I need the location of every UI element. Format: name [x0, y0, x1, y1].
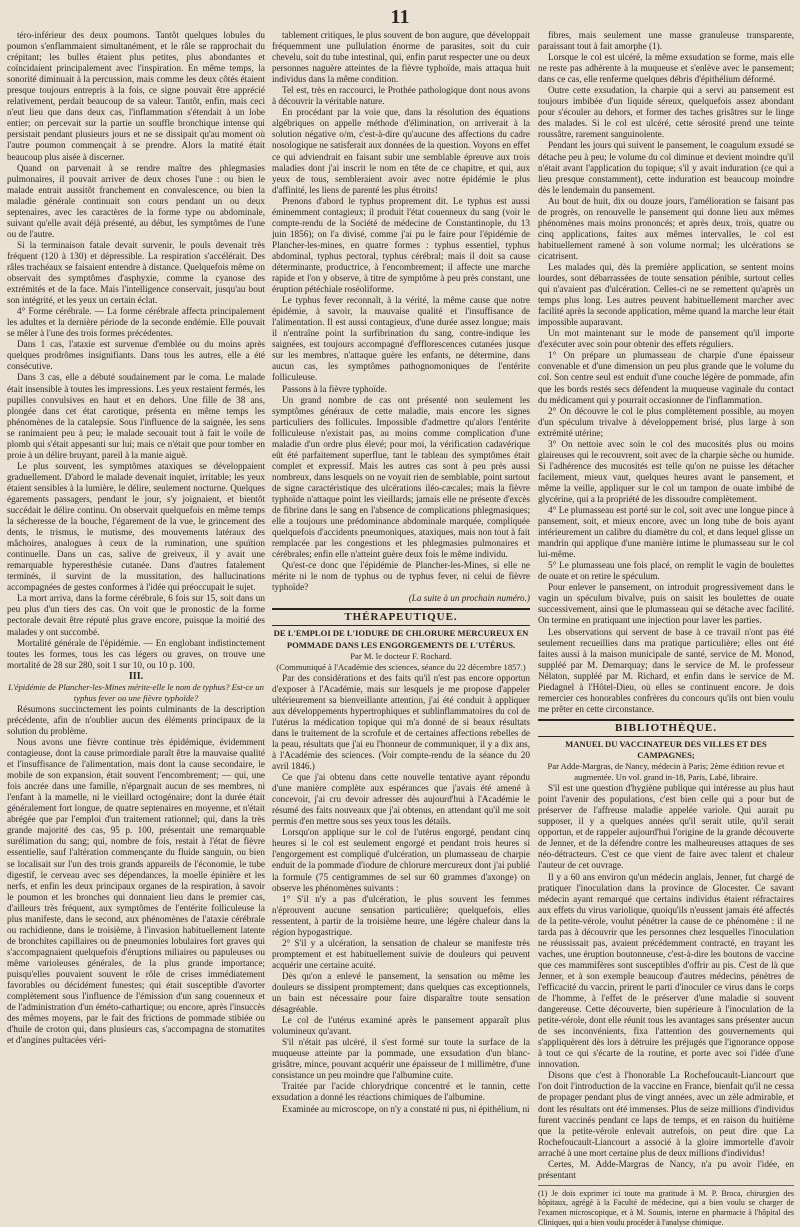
paragraph: Le plus souvent, les symptômes ataxiques se développaient graduellement. D'abord le malade devenait inquiet, irritable; les yeux étaient sensibles à la lumière, le délire, seulement nocturne. Quelques égarements passagers, pendant le jour, s'y joignaient, et bientôt succédait le délire continu. On observait quelquefois en même temps la sécheresse de la bouche, l'égarement de la vue, le grincement des dents, le trismus, le mutisme, des mouvements latéraux des mâchoires, analogues à ceux de la rumination, une spuïtion continuelle. Dans un cas, salive de greiveux, il y avait une remarquable hyperesthésie cutanée. Dans d'autres fatalement terminés, il survint de la mussitation, des hallucinations accompagnées de gestes conformes à l'idée qui préoccupait le sujet.: [7, 460, 265, 593]
paragraph: Si la terminaison fatale devait survenir, le pouls devenait très fréquent (120 à 130) et dépressible. La respiration s'accélérait. Des râles trachéaux se faisaient entendre à distance. Quelquefois même on observait des symptômes d'asphyxie, comme la cyanose des extrémités et de la face. Mais l'intelligence conservait, jusqu'au bout son intégrité, et les yeux un certain éclat.: [7, 239, 265, 306]
paragraph: 4° Forme cérébrale. — La forme cérébrale affecta principalement les adultes et la dernière période de la seconde endémie. Elle pouvait se mêler à l'une des trois formes précédentes.: [7, 306, 265, 339]
article-communication: (Communiqué à l'Académie des sciences, séance du 22 décembre 1857.): [276, 661, 526, 672]
paragraph: Mortalité générale de l'épidémie. — En englobant indistinctement toutes les formes, tous les cas légers ou graves, on trouve une mortalité de 28 sur 280, soit 1 sur 10, ou 10 p. 100.: [7, 637, 265, 670]
paragraph: 4° Le plumasseau est porté sur le col, soit avec une longue pince à pansement, soit, et mieux encore, avec un long tube de bois ayant intérieurement un calibre du diamètre du col, et dans lequel glisse un mandrin qui applique d'une manière intime le plumasseau sur le col lui-même.: [538, 505, 794, 560]
section-heading-bibliotheque: BIBLIOTHÈQUE.: [538, 719, 794, 737]
paragraph: Certes, M. Adde-Margras de Nancy, n'a pu avoir l'idée, en présentant: [538, 1158, 794, 1180]
paragraph: Par des considérations et des faits qu'il n'est pas encore opportun d'exposer à l'Académie, mais sur lesquels je me propose d'appeler ultérieurement sa bienveillante attention, j'ai été conduit à appliquer aux développements hypertrophiques et sublinflammatoires du col de l'utérus la médication topique qui m'a donné de si beaux résultats dans le traitement de la scrofule et de certaines affections rebelles de la peau, résultats que j'ai eu l'honneur de communiquer, il y a dix ans, à l'Académie des sciences. (Voir compte-rendu de la séance du 20 avril 1846.): [272, 672, 530, 772]
review-title: MANUEL DU VACCINATEUR DES VILLES ET DES CAMPAGNES;: [565, 738, 767, 760]
paragraph: Outre cette exsudation, la charpie qui a servi au pansement est toujours imbibée d'un liquide séreux, quelquefois assez abondant pour s'écouler au dehors, et former des taches grisâtres sur le linge des malades. Si le col est ulcéré, cette sérosité prend une teinte roussâtre, rarement sanguinolente.: [538, 85, 794, 140]
paragraph: S'il est une question d'hygiène publique qui intéresse au plus haut point l'avenir des populations, c'est bien celle qui a pour but de préserver de l'affreuse maladie appelée variole. Qui aurait pu supposer, il y a quelques années qu'il serait utile, qu'il serait opportun, et de rappeler aujourd'hui l'origine de la grande découverte de Jenner, et de la défendre contre les malheureuses attaques de ses néo-détracteurs. C'est ce que vient de faire avec talent et chaleur l'auteur de cet ouvrage.: [538, 783, 794, 871]
paragraph: La mort arriva, dans la forme cérébrale, 6 fois sur 15, soit dans un peu plus d'un tiers des cas. On voit que le pronostic de la forme pectorale devait être réputé plus grave encore, puisque la moitié des malades y ont succombé.: [7, 593, 265, 637]
paragraph: Nous avons une fièvre continue très épidémique, évidemment contagieuse, dont la cause primordiale paraît être la mauvaise qualité et l'insuffisance de l'alimentation, mais dont la cause secondaire, le mobile de son expansion, était souvent l'encombrement; — qui, une fois ancrée dans une famille, n'épargnait aucun de ses membres, ni l'enfant à la mamelle, ni le vieillard octogénaire; dont la durée était généralement fort longue, de quatre septenaires en moyenne, et n'était abrégée que par l'emploi d'un traitement rationnel; qui, dans la très grande majorité des cas, 95 p. 100, présentait une remarquable surélimation du sang; qui, nombre de fois, restait à l'état de fièvre essentielle, sauf l'altération commençante du fluide sanguin, ou bien se localisait sur l'un des trois grands appareils de l'économie, le tube digestif, le cerveau avec ses dépendances, la moelle épinière et les nerfs, et enfin les deux principaux organes de la respiration, à savoir le poumon et les bronches qui donnaient lieu dans le premier cas, d'ailleurs très fréquent, aux symptômes de l'entérite folliculeuse la plus manifeste, dans le second, aux phénomènes de l'ataxie cérébrale ou rachidienne, dans le troisième, à l'invasion habituellement latente de bronchites capillaires ou de pneumonies lobulaires fort graves qui s'accompagnaient quelquefois d'éruptions miliaires ou papuleuses ou même varioleuses générales, de la plus grande importance; puisqu'elles pouvaient souvent le rôle de crises immédiatement favorables ou décidément funestes; qui était susceptible d'avorter complètement sous l'influence de l'émission d'un sang couenneux et de l'administration d'un éméto-cathartique; ou encore, après l'insuccès des mêmes moyens, par le fait des frictions de pommade stibiée ou d'huile de croton qui, dans plusieurs cas, s'accompagna de stomatites et d'angines pultacées véri-: [7, 737, 265, 1046]
paragraph: 1° On prépare un plumasseau de charpie d'une épaisseur convenable et d'une dimension un peu plus grande que le volume du col. Son centre seul est enduit d'une couche légère de pommade, afin que les bords restés secs défendent la muqueuse vaginale du contact du médicament qui y pourrait occasionner de l'inflammation.: [538, 350, 794, 405]
paragraph: 2° On découvre le col le plus complètement possible, au moyen d'un spéculum trivalve à développement brisé, plus large à son extrémité utérine;: [538, 405, 794, 438]
column-2: [272, 30, 530, 1130]
paragraph: Le typhus fever reconnaît, à la vérité, la même cause que notre épidémie, à savoir, la mauvaise qualité et l'insuffisance de l'alimentation. Il est aussi contagieux, d'une durée assez longue; mais il n'entraîne point la surfibrination du sang, contre-indique les saignées, est toujours accompagné d'efflorescences cutanées jusque sur les membres, n'attaque guère les enfants, ne détermine, dans aucun cas, les symptômes pathognomoniques de l'entérite folliculeuse.: [272, 295, 530, 383]
paragraph: 3° On nettoie avec soin le col des mucosités plus ou moins glaireuses qui le recouvrent, soit avec de la charpie sèche ou humide. Si l'adhérence des mucosités est telle qu'on ne puisse les détacher facilement, mieux vaut, quelques heures avant le pansement, et même la veille, appliquer sur le col un tampon de ouate imbibé de glycérine, qui a la propriété de les dissoudre complètement.: [538, 438, 794, 504]
paragraph: fibres, mais seulement une masse granuleuse transparente, paraissant tout à fait amorphe (1).: [538, 30, 794, 52]
paragraph: Résumons succinctement les points culminants de la description précédente, afin de n'oublier aucun des éléments principaux de la solution du problème.: [7, 703, 265, 736]
section-number: III.: [128, 670, 144, 682]
paragraph: En procédant par la voie que, dans la résolution des équations algébriques on appelle méthode d'élimination, on arriverait à la solution négative o/m, c'est-à-dire qu'aucune des affections du cadre nosologique ne satisferait aux données de la question. Voyons en effet ce qui adviendrait en faisant subir une semblable épreuve aux trois maladies dont j'ai inscrit le nom en tête de ce chapitre, et qui, aux yeux de tous, sembleraient avoir avec notre épidémie le plus d'affinité, les liens de parenté les plus étroits!: [272, 107, 530, 195]
paragraph: Un grand nombre de cas ont présenté non seulement les symptômes généraux de cette maladie, mais encore les signes particuliers des follicules. Impossible d'admettre qu'alors l'entérite folliculeuse n'existait pas, au moins comme complication d'une maladie d'un ordre plus élevé; pour moi, la vérification cadavérique eût été parfaitement superflue, tant le tableau des symptômes était complet et expressif. Mais les autres cas sont à peu près aussi nombreux, dans lesquels on ne voyait rien de semblable, point surtout de signe caractéristique des ulcérations iléo-cæcales; mais la fièvre typhoïde n'attaque point les vieillards; jamais elle ne présente d'excès de fibrine dans le sang en l'absence de complications phlegmasiques; elle a toujours une prédominance abdominale marquée, compliquée quelquefois d'accidents pneumoniques, ataxiques, mais non tout à fait remplacée par les congestions et les phlegmasies pulmonaires et cérébrales; enfin elle n'atteint guère deux fois le même individu.: [272, 394, 530, 560]
paragraph: Dans 1 cas, l'ataxie est survenue d'emblée ou du moins après quelques prodrômes insignifiants. Dans tous les autres, elle a été consécutive.: [7, 339, 265, 372]
paragraph: Pour enlever le pansement, on introduit progressivement dans le vagin un spéculum bivalve, puis on saisit les boulettes de ouate successivement, ainsi que le plumasseau qui se détache avec facilité. On termine en pratiquant une injection pour laver les parties.: [538, 582, 794, 626]
paragraph: Prenons d'abord le typhus proprement dit. Le typhus est aussi éminemment contagieux; il produit l'état couenneux du sang (voir le compte-rendu de la Société de médecine de Constantinople, du 13 juin 1856); on l'a divisé, comme j'ai pu le faire pour l'épidémie de Plancher-les-mines, en quatre formes : typhus essentiel, typhus abdominal, typhus pectoral, typhus cérébral; mais il doit sa cause déterminante, productrice, à l'encombrement; il affecte une marche rapide et l'on y observe, à titre de symptôme à peu près constant, une éruption pétéchiale roséoliforme.: [272, 195, 530, 295]
paragraph: tablement critiques, le plus souvent de bon augure, que développait fréquemment une pullulation énorme de parasites, soit du cuir chevelu, soit du tube intestinal, qui, enfin parut respecter une ou deux personnes naguère atteintes de la fièvre typhoïde, mais attaqua huit individus dans la même condition.: [272, 30, 530, 85]
paragraph: Pendant les jours qui suivent le pansement, le coagulum exsudé se détache peu à peu; le volume du col diminue et devient moindre qu'il n'était avant l'application du topique; s'il y avait induration (ce qui a lieu presque constamment), cette induration est beaucoup moindre dès le lendemain du pansement.: [538, 140, 794, 195]
paragraph: 5° Le plumasseau une fois placé, on remplit le vagin de boulettes de ouate et on retire le spéculum.: [538, 560, 794, 582]
column-1: [7, 30, 265, 1130]
paragraph: 2° S'il y a ulcération, la sensation de chaleur se manifeste très promptement et est habituellement suivie de douleurs qui peuvent acquérir une certaine acuité.: [272, 937, 530, 970]
paragraph: Au bout de huit, dix ou douze jours, l'amélioration se faisant pas de progrès, on renouvelle le pansement qui donne lieu aux mêmes phénomènes mais moins prononcés; et après deux, trois, quatre ou cinq applications, faites aux mêmes intervalles, le col est habituellement ramené à son volume normal; les ulcérations se cicatrisent.: [538, 195, 794, 261]
paragraph: Le col de l'utérus examiné après le pansement apparaît plus volumineux qu'avant.: [272, 1015, 530, 1037]
paragraph: Passons à la fièvre typhoïde.: [282, 383, 387, 394]
paragraph: Les observations qui servent de base à ce travail n'ont pas été seulement recueillies dans ma pratique particulière; elles ont été faites aussi à la maison municipale de santé, service de M. Monod, suppléé par M. Demarquay; dans le service de M. le professeur Nélaton, suppléé par M. Richard, et enfin dans le service de M. Piedagnel à l'Hôtel-Dieu, où elles se continuent encore. Je dois remercier ces honorables confrères du concours qu'ils ont bien voulu me prêter en cette circonstance.: [538, 626, 794, 714]
paragraph: Dès qu'on a enlevé le pansement, la sensation ou même les douleurs se dissipent promptement; dans quelques cas exceptionnels, un bain est nécessaire pour faire disparaître toute sensation désagréable.: [272, 970, 530, 1015]
paragraph: Tel est, très en raccourci, le Prothée pathologique dont nous avons à découvrir la véritable nature.: [272, 85, 530, 107]
paragraph: Disons que c'est à l'honorable La Rochefoucault-Liancourt que l'on doit l'introduction de la vaccine en France, bienfait qu'il ne cessa de propager pendant plus de vingt années, avec un zèle admirable, et dont les résultats ont été immenses. Plus de seize millions d'individus furent vaccinés pendant ce laps de temps, et en raison du huitième que la petite-vérole enlevait autrefois, on peut dire que La Rochefoucault-Liancourt a associé à la gloire immortelle d'avoir arraché à une mort certaine plus de deux millions d'individus!: [538, 1070, 794, 1158]
paragraph: Un mot maintenant sur le mode de pansement qu'il importe d'exécuter avec soin pour obtenir des effets réguliers.: [538, 328, 794, 350]
article-title: DE L'EMPLOI DE L'IODURE DE CHLORURE MERCUREUX EN POMMADE DANS LES ENGORGEMENTS DE L'UTÉRUS.: [273, 628, 529, 650]
book-reference: Par Adde-Margras, de Nancy, médecin à Paris; 2ème édition revue et augmentée. Un vol. grand in-18, Paris, Labé, libraire.: [547, 761, 785, 783]
paragraph: Lorsque le col est ulcéré, la même exsudation se forme, mais elle ne reste pas adhérente à la muqueuse et s'enlève avec le pansement; dans ce cas, elle renferme quelques débris d'épithélium déformé.: [538, 52, 794, 85]
paragraph: Quand on parvenait à se rendre maître des phlegmasies pulmonaires, il pouvait arriver de deux choses l'une : ou bien le malade entrait aussitôt franchement en convalescence, ou bien la maladie générale continuait son cours pendant un ou deux septenaires, avec les caractères de la forme type ou abdominale, suivant qu'elle avait déjà présenté, au début, les symptômes de l'une ou de l'autre.: [7, 162, 265, 239]
paragraph: Il y a 60 ans environ qu'un médecin anglais, Jenner, fut chargé de pratiquer l'inoculation dans la province de Glocester. Ce savant médecin ayant remarqué que certains individus étaient réfractaires aux effets du virus variolique, quoiqu'ils n'eussent jamais été affectés de la petite-vérole, voulut pénétrer la cause de ce phénomène : il ne tarda pas à découvrir que les personnes chez lesquelles l'inoculation ne réussissait pas, avaient précédemment contracté, en trayant les vaches, une éruption boutonneuse, c'est-à-dire les boutons de vaccine que ces mammifères sont susceptibles d'offrir au pis. C'est de là que Jenner, et à son exemple beaucoup d'autres médecins, pénètres de l'efficacité du vaccin, prirent le parti d'inoculer ce virus dans le corps de l'homme, à l'effet de le préserver d'une maladie si souvent dangereuse. Cette découverte, bien supérieure à l'inoculation de la petite-vérole, dont elle réunit tous les avantages sans présenter aucun de ses inconvénients, fixa l'attention des gouvernements qui s'appliquèrent dès lors à détruire les préjugés que l'ignorance oppose à tout ce qui s'écarte de la routine, et porte avec soi l'idée d'une innovation.: [538, 871, 794, 1070]
paragraph: Traitée par l'acide chlorydrique concentré et le tannin, cette exsudation a donné les réactions chimiques de l'albumine.: [272, 1081, 530, 1103]
paragraph: 1° S'il n'y a pas d'ulcération, le plus souvent les femmes n'éprouvent aucune sensation particulière; quelquefois, elles ressentent, à partir de la troisième heure, une légère chaleur dans la région hypogastrique.: [272, 893, 530, 937]
column-3: [538, 30, 794, 1227]
paragraph: S'il n'était pas ulcéré, il s'est formé sur toute la surface de la muqueuse atteinte par la pommade, une exsudation d'un blanc-grisâtre, mince, pouvant acquérir une épaisseur de 1 millimètre, d'une consistance un peu moindre que l'albumine cuite.: [272, 1037, 530, 1081]
section-subtitle: L'épidémie de Plancher-les-Mines mérite-elle le nom de typhus? Est-ce un typhus fever ou une fièvre typhoïde?: [8, 681, 264, 703]
footnote: (1) Je dois exprimer ici toute ma gratitude à M. P. Broca, chirurgien des hôpitaux, agrégé à la Faculté de médecine, qui a bien voulu se charger de l'examen microscopique, et à M. Soumis, interne en pharmacie à l'hôpital des Cliniques, qui a bien voulu procéder à l'analyse chimique.: [538, 1185, 794, 1227]
continuation-note: (La suite à un prochain numéro.): [408, 593, 530, 604]
paragraph: téro-inférieur des deux poumons. Tantôt quelques lobules du poumon s'enflammaient simultanément, et le râle se rapprochait du crépitant; les bulles étaient plus petites, plus abondantes et coïncidaient principalement avec l'inspiration. En même temps, la sonorité diminuait à la percussion, mais comme les deux côtés étaient presque toujours entrepris à la fois, ce signe pouvait être apprécié relativement, perdait beaucoup de sa valeur. Tantôt, enfin, mais ceci n'eut lieu que dans deux cas, l'inflammation s'étendait à un lobe entier; on percevait sur la partie un souffle bronchique intense qui persistait pendant plusieurs jours et ne se dissipait qu'au moment où l'autre poumon commençait à se prendre. Alors la matité était beaucoup plus aisée à discerner.: [7, 30, 265, 162]
paragraph: Qu'est-ce donc que l'épidémie de Plancher-les-Mines, si elle ne mérite ni le nom de typhus ou de typhus fever, ni celui de fièvre typhoïde?: [272, 560, 530, 593]
paragraph: Dans 3 cas, elle a débuté soudainement par le coma. Le malade était insensible à toutes les impressions. Les yeux restaient fermés, les pupilles convulsives en haut et en dehors. Une fille de 38 ans, plongée dans cet état carotique, présenta en même temps les phénomènes de la catalepsie. Sous l'influence de la saignée, les sens se ranimaient peu à peu; le malade secouait tout à fait le voile de plomb qui s'était appesanti sur lui; mais ce n'était que pour tomber en proie à un délire bruyant, pareil à la manie aiguë.: [7, 372, 265, 460]
section-heading-therapeutique: THÉRAPEUTIQUE.: [272, 608, 530, 626]
paragraph: Lorsqu'on applique sur le col de l'utérus engorgé, pendant cinq heures si le col est seulement engorgé et pendant trois heures si l'engorgement est compliqué d'ulcération, un plumasseau de charpie enduit de la pommade d'iodure de chlorure mercureux dont j'ai publié la formule (75 centigrammes de sel sur 60 grammes d'axonge) on observe les phénomènes suivants :: [272, 827, 530, 893]
paragraph: Ce que j'ai obtenu dans cette nouvelle tentative ayant répondu d'une manière complète aux espérances que j'avais été amené à concevoir, j'ai cru devoir adresser dès aujourd'hui à l'Académie le résumé des faits nouveaux que j'ai obtenus, en attendant qu'il me soit permis d'en mettre sous ses yeux tous les détails.: [272, 772, 530, 827]
paragraph: Les malades qui, dès la première application, se sentent moins lourdes, sont débarrassées de toute sensation pénible, surtout celles qui n'avaient pas d'ulcération. Celles-ci ne se remettent qu'après un temps plus long. Les autres peuvent habituellement marcher avec facilité après la seconde application, même quand la marche leur était impossible auparavant.: [538, 261, 794, 328]
article-author: Par M. le docteur F. Rochard.: [350, 650, 452, 661]
paragraph: Examinée au microscope, on n'y a constaté ni pus, ni épithélium, ni: [282, 1103, 530, 1114]
page-number: 11: [390, 6, 410, 28]
